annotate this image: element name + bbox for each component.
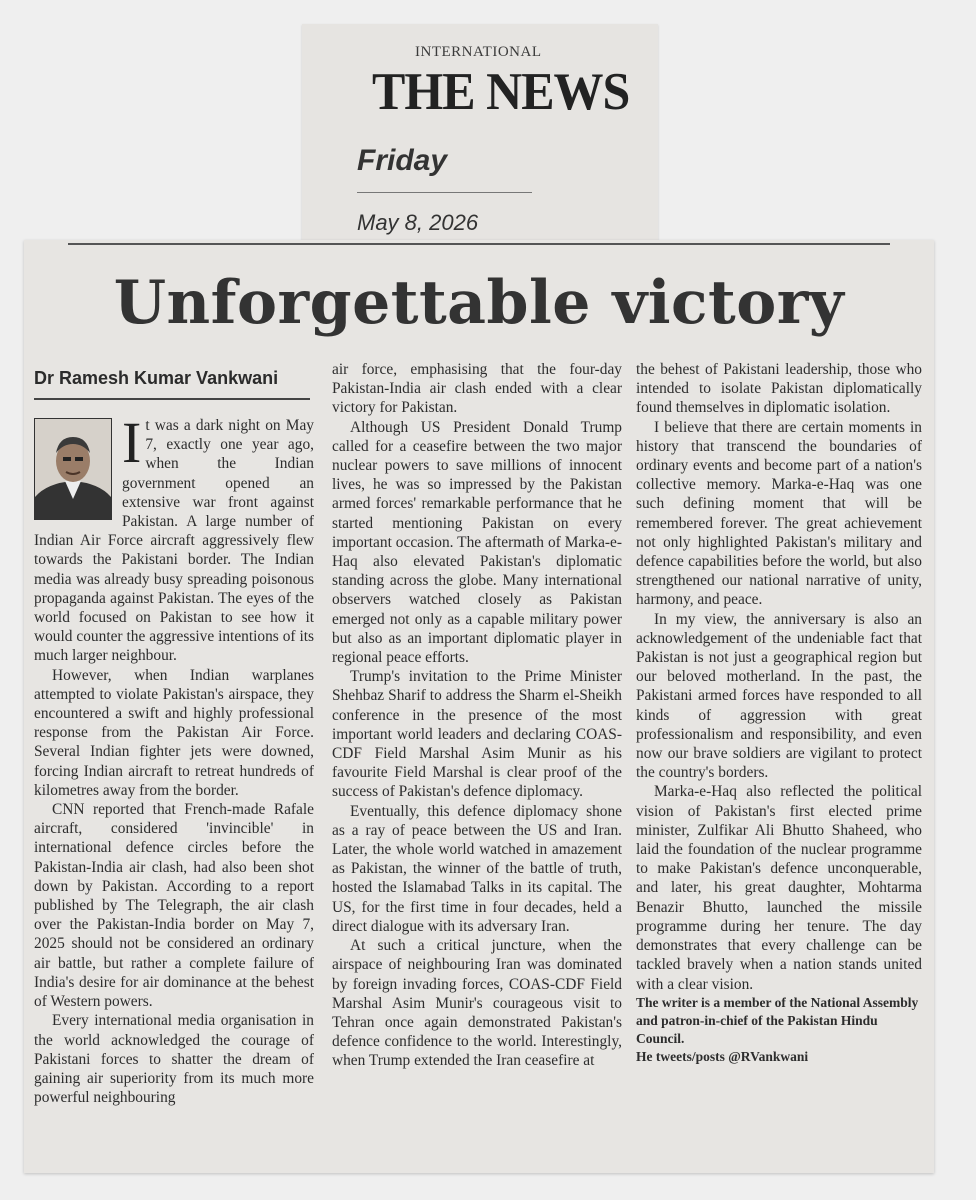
- drop-cap: I: [122, 410, 142, 475]
- headline: Unforgettable victory: [113, 268, 845, 338]
- paragraph: Every international media organisation in the world acknowledged the courage of Pakistani forces to shatter the dream of gaining air superiority from its much more powerful neighbouring: [34, 1012, 314, 1107]
- writer-handle: He tweets/posts @RVankwani: [636, 1048, 809, 1064]
- paragraph: t was a dark night on May 7, exactly one year ago, when the Indian government opened an extensive war front against Pakistan. A large number of Indian Air Force aircraft aggressively flew towards the Pakistani border. The Indian media was already busy spreading poisonous propaganda against Pakistan. The eyes of the world focused on Pakistan to see how it would counter the aggressive intentions of its much larger neighbour.: [34, 417, 314, 665]
- byline: Dr Ramesh Kumar Vankwani: [34, 368, 279, 388]
- column-1: [34, 410, 314, 1107]
- article-clipping: [24, 240, 934, 1173]
- masthead-divider: [357, 192, 532, 193]
- paragraph: the behest of Pakistani leadership, those who intended to isolate Pakistan diplomatically found themselves in diplomatic isolation.: [636, 361, 922, 417]
- masthead-day: Friday: [357, 144, 448, 177]
- author-photo: [34, 418, 112, 520]
- paragraph: In my view, the anniversary is also an acknowledgement of the undeniable fact that Pakistan is not just a geographical region but our beloved motherland. In the past, the Pakistani armed forces have responded to all kinds of aggression with great professionalism and responsibility, and even now our brave soldiers are vigilant to protect the country's borders.: [636, 610, 922, 782]
- paragraph: Marka-e-Haq also reflected the political vision of Pakistan's first elected prime minister, Zulfikar Ali Bhutto Shaheed, who laid the foundation of the nuclear programme to make Pakistan's defence unconquerable, and later, his great daughter, Mohtarma Benazir Bhutto, launched the missile programme during her tenure. The day demonstrates that every challenge can be tackled bravely when a nation stands united with a clear vision.: [636, 783, 922, 993]
- masthead-date: May 8, 2026: [357, 210, 479, 235]
- byline-divider: [34, 398, 310, 400]
- column-2: [332, 360, 622, 1071]
- column-3: [636, 360, 922, 1066]
- paragraph: At such a critical juncture, when the airspace of neighbouring Iran was dominated by foreign invading forces, COAS-CDF Field Marshal Asim Munir's courageous visit to Tehran once again demonstrated Pakistan's defence confidence to the world. Interestingly, when Trump extended the Iran ceasefire at: [332, 937, 622, 1070]
- masthead-logo: THE NEWS: [372, 61, 630, 121]
- paragraph: air force, emphasising that the four-day Pakistan-India air clash ended with a clear victory for Pakistan.: [332, 361, 622, 417]
- top-divider: [68, 243, 890, 245]
- masthead-clipping: [302, 24, 658, 248]
- paragraph: CNN reported that French-made Rafale aircraft, considered 'invincible' in international defence circles before the Pakistan-India air clash, had also been shot down by Pakistan. According to a report published by The Telegraph, the air clash over the Pakistan-India border on May 7, 2025 should not be considered an ordinary air battle, but rather a complete failure of India's desire for air dominance at the behest of Western powers.: [34, 801, 314, 1011]
- paragraph: Although US President Donald Trump called for a ceasefire between the two major nuclear powers to save millions of innocent lives, he was so impressed by the Pakistan armed forces' remarkable performance that he started mentioning Pakistan on every important occasion. The aftermath of Marka-e-Haq also elevated Pakistan's diplomatic standing across the globe. Many international observers watched closely as Pakistan emerged not only as a capable military power but also as an important diplomatic player in regional peace efforts.: [332, 418, 622, 667]
- paragraph: Eventually, this defence diplomacy shone as a ray of peace between the US and Iran. Later, the whole world watched in amazement as Pakistan, the winner of the battle of truth, hosted the Islamabad Talks in its capital. The US, for the first time in four decades, held a direct dialogue with its adversary Iran.: [332, 802, 622, 935]
- writer-bio: The writer is a member of the National Assembly and patron-in-chief of the Pakistan Hindu Council.: [636, 994, 919, 1046]
- paragraph: However, when Indian warplanes attempted to violate Pakistan's airspace, they encountered a swift and highly professional response from the Pakistan Air Force. Several Indian fighter jets were downed, forcing Indian aircraft to retreat hundreds of kilometres away from the border.: [34, 666, 314, 799]
- paragraph: I believe that there are certain moments in history that transcend the boundaries of ordinary events and become part of a nation's collective memory. Marka-e-Haq was one such defining moment that will be remembered forever. The great achievement not only highlighted Pakistan's military and defence capabilities before the world, but also strengthened our national narrative of unity, harmony, and peace.: [636, 418, 922, 609]
- writer-note: [636, 994, 922, 1066]
- paragraph: Trump's invitation to the Prime Minister Shehbaz Sharif to address the Sharm el-Sheikh conference in the presence of the most important world leaders and declaring COAS-CDF Field Marshal Asim Munir as his favourite Field Marshal is clear proof of the success of Pakistan's defence diplomacy.: [332, 668, 622, 801]
- author-portrait-icon: [35, 419, 111, 519]
- masthead-international: INTERNATIONAL: [415, 44, 542, 60]
